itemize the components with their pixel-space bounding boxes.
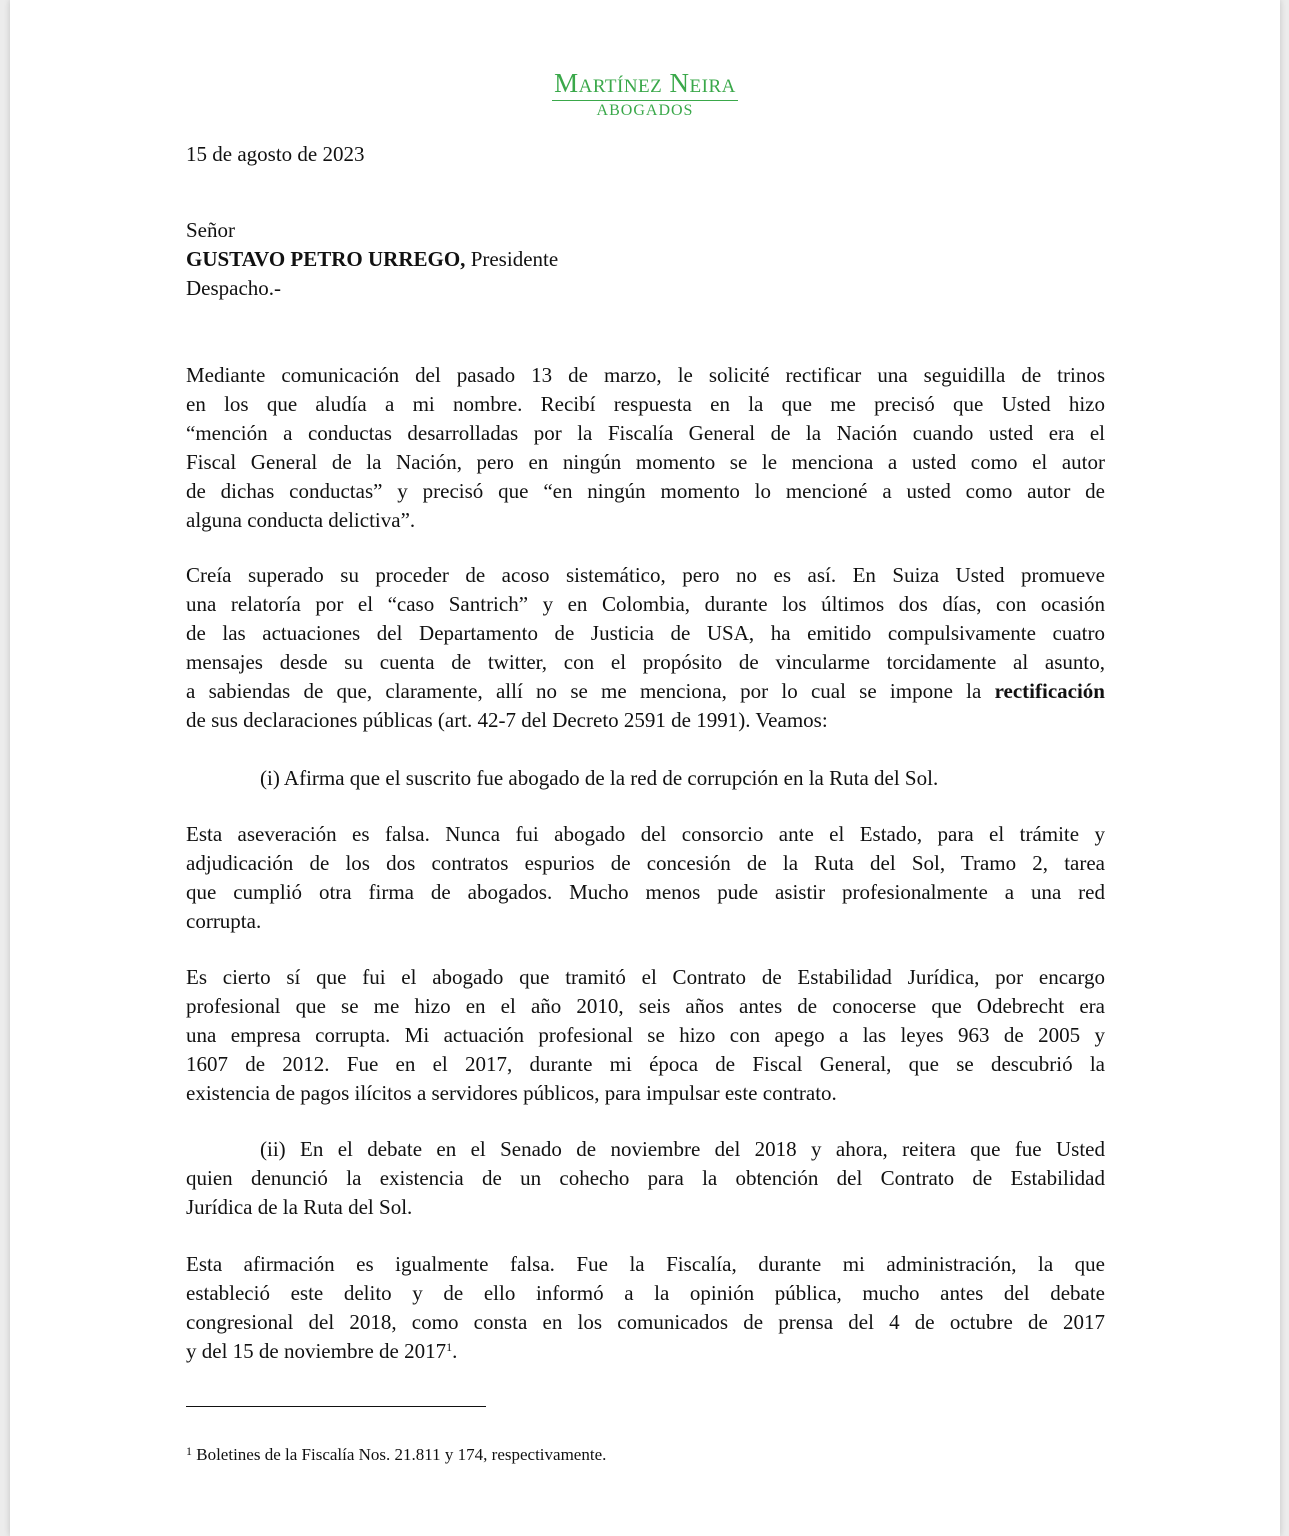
paragraph-line: (ii) En el debate en el Senado de noviembre del 2018 y ahora, reitera que fue Usted xyxy=(260,1137,1105,1161)
line-text: a sabiendas de que, claramente, allí no se me menciona, por lo cual se impone la xyxy=(186,679,995,703)
paragraph-line: en los que aludía a mi nombre. Recibí respuesta en la que me precisó que Usted hizo xyxy=(186,392,1105,416)
paragraph-line: existencia de pagos ilícitos a servidores públicos, para impulsar este contrato. xyxy=(186,1081,837,1105)
paragraph-1 xyxy=(186,361,1105,535)
recipient-name: GUSTAVO PETRO URREGO, xyxy=(186,247,466,271)
footnote-text: Boletines de la Fiscalía Nos. 21.811 y 174, respectivamente. xyxy=(192,1445,607,1464)
paragraph-line: “mención a conductas desarrolladas por la Fiscalía General de la Nación cuando usted era el xyxy=(186,421,1105,445)
line-text: y del 15 de noviembre de 2017 xyxy=(186,1339,447,1363)
paragraph-line: Mediante comunicación del pasado 13 de marzo, le solicité rectificar una seguidilla de trinos xyxy=(186,363,1105,387)
paragraph-line: Jurídica de la Ruta del Sol. xyxy=(186,1195,413,1219)
paragraph-line: congresional del 2018, como consta en los comunicados de prensa del 4 de octubre de 2017 xyxy=(186,1310,1105,1334)
paragraph-line xyxy=(186,1337,1105,1366)
letter-date: 15 de agosto de 2023 xyxy=(186,142,365,166)
paragraph-5 xyxy=(186,1250,1105,1366)
paragraph-line: de sus declaraciones públicas (art. 42-7 del Decreto 2591 de 1991). Veamos: xyxy=(186,708,828,732)
letterhead xyxy=(10,66,1280,121)
paragraph-line: de dichas conductas” y precisó que “en ningún momento lo mencioné a usted como autor de xyxy=(186,479,1105,503)
paragraph-line: Fiscal General de la Nación, pero en ningún momento se le menciona a usted como el autor xyxy=(186,450,1105,474)
recipient-office: Despacho.- xyxy=(186,276,282,300)
paragraph-line: adjudicación de los dos contratos espurios de concesión de la Ruta del Sol, Tramo 2, tarea xyxy=(186,851,1105,875)
recipient-block xyxy=(186,216,1105,303)
recipient-salutation: Señor xyxy=(186,218,235,242)
footnote xyxy=(186,1444,606,1466)
paragraph-2 xyxy=(186,561,1105,735)
line-text: . xyxy=(452,1339,458,1363)
paragraph-line xyxy=(186,677,1105,706)
document-page xyxy=(10,0,1280,1536)
point-1: (i) Afirma que el suscrito fue abogado de la red de corrupción en la Ruta del Sol. xyxy=(260,766,939,790)
paragraph-line: Esta aseveración es falsa. Nunca fui abogado del consorcio ante el Estado, para el trámite y xyxy=(186,822,1105,846)
firm-name: Martínez Neira xyxy=(552,66,738,101)
paragraph-line: Es cierto sí que fui el abogado que tramitó el Contrato de Estabilidad Jurídica, por encargo xyxy=(186,965,1105,989)
paragraph-line: estableció este delito y de ello informó a la opinión pública, mucho antes del debate xyxy=(186,1281,1105,1305)
paragraph-line: alguna conducta delictiva”. xyxy=(186,508,416,532)
paragraph-line: una relatoría por el “caso Santrich” y en Colombia, durante los últimos dos días, con ocasión xyxy=(186,592,1105,616)
recipient-title: Presidente xyxy=(465,247,559,271)
point-2 xyxy=(186,1135,1105,1222)
paragraph-line: quien denunció la existencia de un cohecho para la obtención del Contrato de Estabilidad xyxy=(186,1166,1105,1190)
paragraph-line: mensajes desde su cuenta de twitter, con el propósito de vincularme torcidamente al asunto, xyxy=(186,650,1105,674)
paragraph-3 xyxy=(186,820,1105,936)
firm-subtitle: ABOGADOS xyxy=(596,102,694,119)
footnote-marker: 1 xyxy=(186,1444,192,1458)
paragraph-line: una empresa corrupta. Mi actuación profesional se hizo con apego a las leyes 963 de 2005 y xyxy=(186,1023,1105,1047)
paragraph-line: profesional que se me hizo en el año 2010, seis años antes de conocerse que Odebrecht era xyxy=(186,994,1105,1018)
recipient-name-line xyxy=(186,245,1105,274)
paragraph-line: corrupta. xyxy=(186,909,262,933)
paragraph-line: que cumplió otra firma de abogados. Mucho menos pude asistir profesionalmente a una red xyxy=(186,880,1105,904)
paragraph-line: Esta afirmación es igualmente falsa. Fue la Fiscalía, durante mi administración, la que xyxy=(186,1252,1105,1276)
footnote-reference[interactable]: 1 xyxy=(446,1340,453,1354)
paragraph-4 xyxy=(186,963,1105,1108)
footnote-divider xyxy=(186,1406,486,1407)
paragraph-line: de las actuaciones del Departamento de Justicia de USA, ha emitido compulsivamente cuatro xyxy=(186,621,1105,645)
bold-term: rectificación xyxy=(994,679,1105,703)
paragraph-line: Creía superado su proceder de acoso sistemático, pero no es así. En Suiza Usted promueve xyxy=(186,563,1105,587)
paragraph-line: 1607 de 2012. Fue en el 2017, durante mi época de Fiscal General, que se descubrió la xyxy=(186,1052,1105,1076)
